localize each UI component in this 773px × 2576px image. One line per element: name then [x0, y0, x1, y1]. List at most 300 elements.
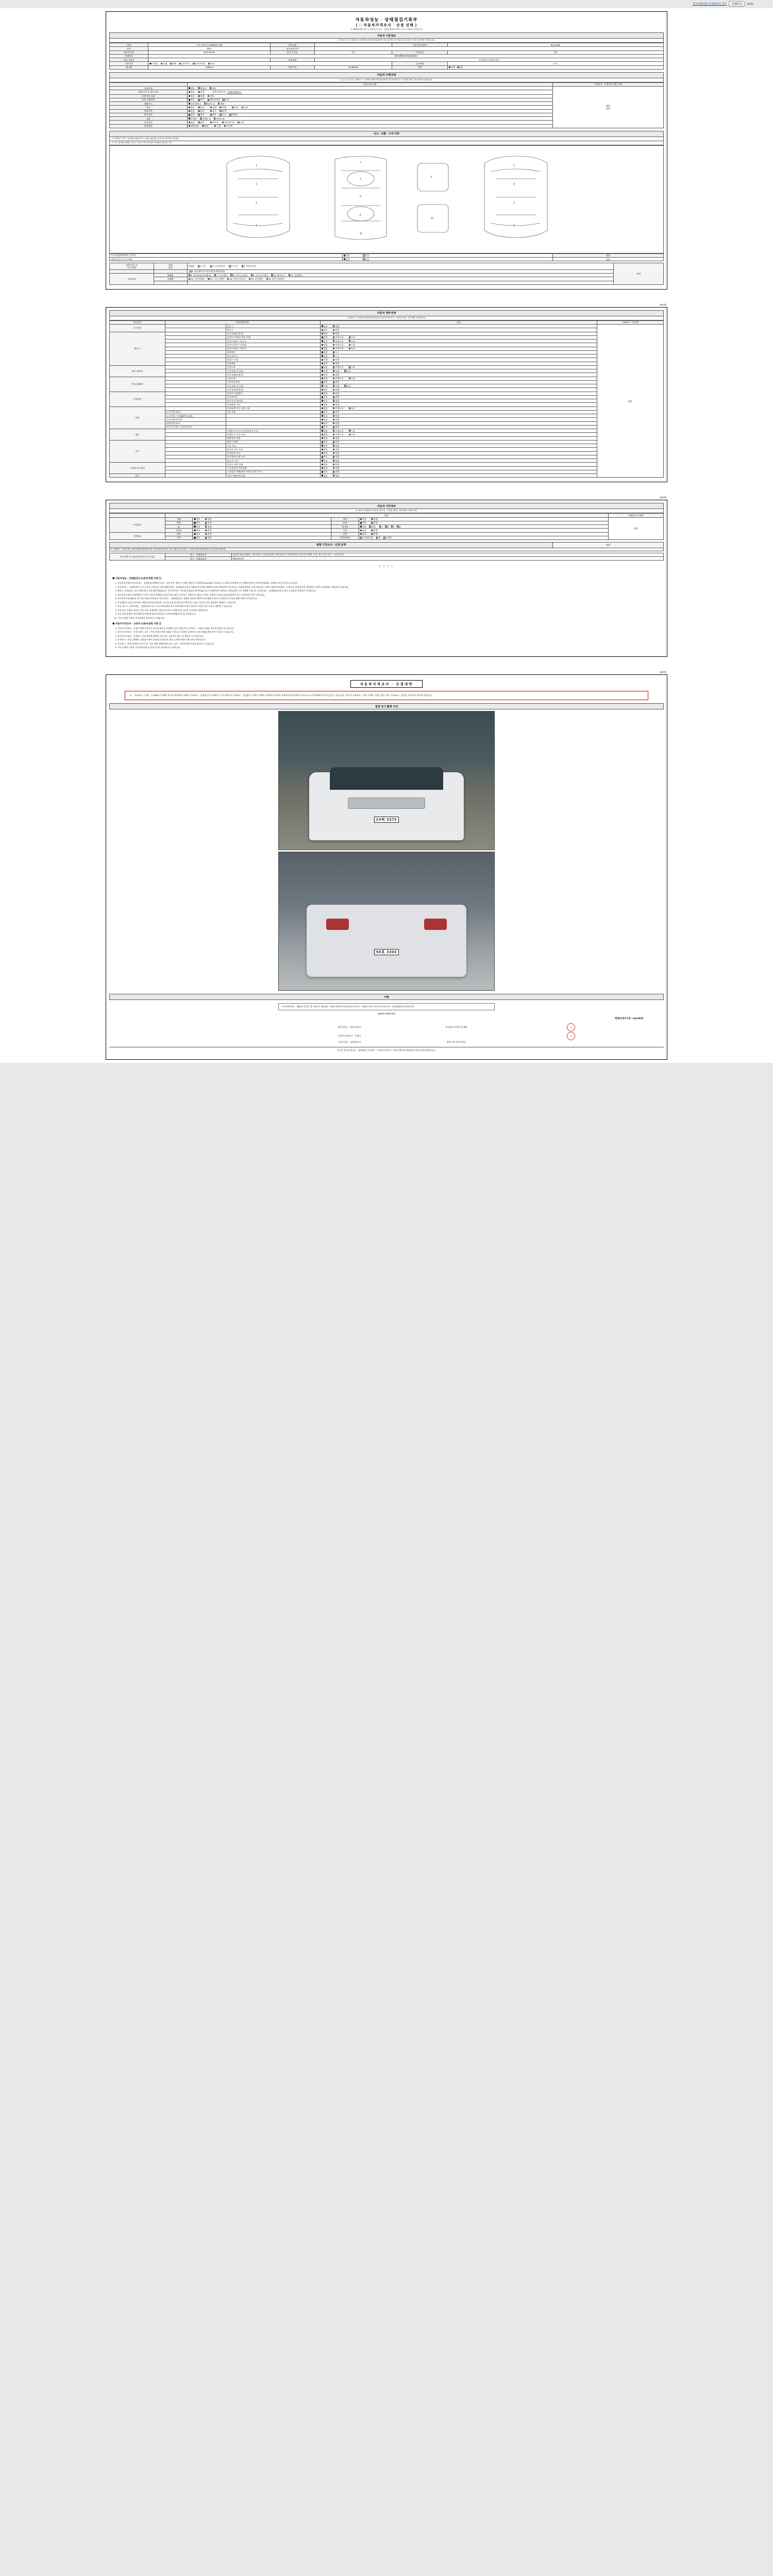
glass-opts-1[interactable] [193, 536, 331, 539]
checkbox[interactable] [333, 393, 334, 394]
parts-status[interactable] [320, 384, 597, 388]
checkbox[interactable] [322, 434, 323, 435]
parts-status[interactable] [320, 406, 597, 410]
checkbox[interactable] [322, 329, 323, 331]
label-mileage: 주행거리 [270, 65, 314, 69]
parts-status[interactable] [320, 440, 597, 444]
parts-status[interactable] [320, 433, 597, 436]
page4-label: (4/4쪽) [660, 670, 666, 673]
platform-link[interactable]: 중고차플랫폼 안내및설치 클릭 [693, 3, 727, 6]
parts-subitem [165, 340, 226, 343]
parts-item: 와이퍼 기능 모터 [226, 448, 320, 451]
opt: D [399, 525, 401, 528]
grade-extra-cell [154, 281, 188, 284]
checkbox[interactable] [344, 385, 346, 386]
parts-status[interactable] [320, 466, 597, 470]
table-row [110, 548, 664, 551]
cond-opts-4[interactable] [187, 102, 553, 106]
opt: 미세누유 [335, 366, 344, 369]
doc-note: ※ 2008년10월 이후 ※ 자동차인도일로 · 산정에 불리한 별지는 등급 부정하지 아니합니다. [350, 28, 423, 30]
frame-result: 판정 [614, 263, 664, 285]
checkbox[interactable] [333, 381, 334, 383]
checkbox[interactable] [349, 408, 350, 409]
checkbox[interactable] [322, 336, 323, 338]
col-check: 점검·유의사항 [187, 82, 553, 86]
svg-text:7: 7 [360, 161, 361, 164]
opt: 양호 [362, 529, 367, 532]
checkbox[interactable] [333, 359, 334, 361]
parts-status[interactable] [320, 373, 597, 377]
checkbox[interactable] [333, 464, 334, 465]
parts-subitem: (파워고압호스) [165, 421, 226, 425]
checkbox[interactable] [322, 370, 323, 371]
value-fuel2: 경유 [447, 50, 663, 54]
checkbox[interactable] [333, 422, 334, 424]
checkbox[interactable] [322, 363, 323, 364]
checkbox[interactable] [322, 419, 323, 420]
checkbox[interactable] [333, 452, 334, 454]
parts-status[interactable] [320, 436, 597, 440]
parts-status[interactable] [320, 451, 597, 455]
parts-status[interactable] [320, 380, 597, 384]
checkbox[interactable] [349, 430, 350, 431]
opt: 양호 [323, 388, 328, 391]
checkbox[interactable] [333, 370, 334, 371]
glass-opts2-0[interactable] [359, 532, 608, 536]
parts-subitem: (스티어링 펌프) [165, 410, 226, 414]
parts-status[interactable] [320, 350, 597, 354]
checkbox[interactable] [322, 396, 323, 398]
checkbox[interactable] [322, 366, 323, 368]
cond-opts-5[interactable] [187, 106, 553, 109]
checkbox[interactable] [333, 355, 334, 357]
svg-text:12: 12 [431, 216, 434, 220]
table-row [110, 451, 664, 455]
opt: 미세누유 [335, 343, 344, 346]
label-year: 연식 [110, 47, 148, 50]
checkbox[interactable] [322, 411, 323, 413]
tire-opts2-1[interactable] [359, 521, 608, 524]
opt: 양호 [196, 533, 200, 535]
checkbox[interactable] [322, 344, 323, 346]
opt: 부족 [335, 358, 340, 361]
fuel-opt-4: 하이브리드 [195, 62, 206, 65]
checkbox[interactable] [322, 333, 323, 334]
checkbox[interactable] [333, 445, 334, 446]
opt: 불량 [200, 90, 205, 93]
glass-opts-0[interactable] [193, 532, 331, 536]
checkbox[interactable] [333, 460, 334, 461]
table-row [110, 406, 664, 410]
opt: 불량 [335, 418, 340, 421]
table-row [110, 463, 664, 466]
label-plate: 자동차등록번호 [392, 43, 448, 47]
value-submodel [314, 43, 392, 47]
checkbox[interactable] [322, 441, 323, 443]
parts-status[interactable] [320, 429, 597, 433]
grade-A: A레벨 [188, 265, 194, 268]
checkbox[interactable] [322, 404, 323, 405]
cond-name-8: 색상 [110, 117, 188, 121]
tire-opts-1[interactable] [193, 521, 331, 524]
checkbox[interactable] [344, 370, 346, 371]
opt: 2. 프론트펜더 [212, 265, 226, 268]
checkbox[interactable] [322, 426, 323, 428]
checkbox[interactable] [322, 471, 323, 472]
checkbox[interactable] [349, 378, 350, 379]
opt: 없음 [323, 407, 328, 410]
parts-status[interactable] [320, 470, 597, 473]
checkbox[interactable] [333, 419, 334, 420]
checkbox[interactable] [322, 452, 323, 454]
opt: 양호 [323, 396, 328, 399]
photo-band: 점검 당시 촬영 사진 [109, 703, 664, 709]
table-row [110, 281, 664, 284]
notice-item: 6. 보증대상은 점검기록부에 기재된 항목에 한정되며, 소모성 부품 및 점검 당시 확인할 수 없는 부분은 보증 대상에서 제외될 수 있습니다. [117, 601, 661, 604]
checkbox[interactable] [333, 456, 334, 457]
parts-col3: 상태 [320, 320, 597, 324]
parts-status[interactable] [320, 358, 597, 362]
parts-status[interactable] [320, 335, 597, 339]
checkbox[interactable] [333, 471, 334, 472]
parts-status[interactable] [320, 448, 597, 451]
checkbox[interactable] [322, 474, 323, 476]
cond-opts-7[interactable] [187, 113, 553, 116]
checkbox[interactable] [322, 430, 323, 431]
parts-status[interactable] [320, 444, 597, 448]
checkbox[interactable] [333, 348, 334, 349]
parts-status[interactable] [320, 343, 597, 347]
cond-extra-value: ( 182,302 km ) [227, 90, 242, 93]
opt: 있음 [200, 110, 205, 112]
checkbox[interactable] [349, 434, 350, 435]
checkbox[interactable] [333, 378, 334, 379]
opt: 4. 트렁크리드 [244, 265, 257, 268]
parts-status[interactable] [320, 414, 597, 418]
svg-text:11: 11 [360, 232, 363, 235]
parts-status[interactable] [320, 369, 597, 373]
checkbox[interactable] [322, 422, 323, 424]
parts-status[interactable] [320, 347, 597, 350]
glass-opts2-1[interactable] [359, 536, 608, 539]
opt: 영업용 [231, 113, 238, 116]
checkbox[interactable] [322, 400, 323, 401]
opt: 불량 [335, 325, 340, 328]
opt: 불량 [335, 452, 340, 454]
checkbox[interactable] [322, 385, 323, 386]
notice-item: 3. 환불 등 고객금을 기준고객에 있어 고객 확인하였음으로 자기자동차가 기본입력 없음을 확인하였습니다 고객에 관여 정보와 고객보상을 동시 진행해 주십시오 자동차성능 · 상태점검자에 더 참고 고객보상 요청하시기 바랍니다. [117, 589, 661, 592]
checkbox[interactable] [333, 441, 334, 443]
opt: 불량 [207, 525, 212, 528]
parts-status[interactable] [320, 354, 597, 358]
doc-title: 자동차성능 · 상태점검기록부 [355, 17, 418, 22]
checkbox[interactable] [322, 374, 323, 376]
checkbox[interactable] [349, 348, 350, 349]
photo-section-title: 자동차가격조사 · 산정내역 [350, 680, 423, 688]
opt: 양호 [323, 455, 328, 459]
parts-status[interactable] [320, 410, 597, 414]
fuel-opt-3: 전기/수소 [181, 62, 191, 65]
notice-item: 2. 자동차가격조사 · 산정 결과는 조사 · 산정 시점의 차량 상태를 기준으로 산정된 금액이며, 실제 거래금액과 차이가 있을 수 있습니다. [117, 631, 661, 634]
parts-status[interactable] [320, 399, 597, 403]
opt: 없음 [323, 343, 328, 346]
checkbox[interactable] [322, 389, 323, 391]
opt: 불량 [335, 414, 340, 417]
checkbox[interactable] [333, 374, 334, 376]
checkbox[interactable] [333, 408, 334, 409]
tire-opts2-0[interactable] [359, 517, 608, 521]
fuel-options[interactable] [148, 62, 392, 65]
parts-group-7: 전기 [110, 440, 165, 463]
opt: 양호 [196, 521, 200, 524]
cond-opts-2[interactable] [187, 94, 553, 98]
checkbox[interactable] [333, 404, 334, 405]
frame-row-B[interactable] [187, 274, 614, 277]
parts-subitem [165, 406, 226, 410]
cond-opts-3[interactable] [187, 98, 553, 101]
acc-col-res: 없음 [553, 253, 664, 257]
checkbox[interactable] [333, 411, 334, 413]
checkbox[interactable] [333, 333, 334, 334]
parts-status[interactable] [320, 340, 597, 343]
cond-opts-6[interactable] [187, 109, 553, 113]
checkbox[interactable] [333, 415, 334, 416]
opt: 상이 [225, 98, 229, 101]
parts-item: 작동상태(공회전) [226, 373, 320, 377]
frame-row-C[interactable] [187, 277, 614, 281]
checkbox[interactable] [322, 348, 323, 349]
print-button[interactable]: 인쇄하기 [729, 1, 745, 7]
opt: 불량 [335, 373, 340, 376]
opt: 불량 [335, 328, 340, 331]
checkbox[interactable] [322, 355, 323, 357]
parts-status[interactable] [320, 395, 597, 399]
checkbox[interactable] [349, 366, 350, 368]
opt: 스패너 [385, 536, 392, 539]
opt: 불량 [335, 392, 340, 395]
parts-subitem [165, 365, 226, 369]
tire-opts2-3[interactable] [359, 529, 608, 532]
checkbox[interactable] [333, 340, 334, 342]
parts-status[interactable] [320, 455, 597, 459]
svg-text:5: 5 [431, 175, 432, 179]
document-sheet [0, 8, 773, 1063]
opt: 있음 [365, 258, 369, 261]
opt: 없음 [190, 121, 195, 124]
col-item [110, 82, 188, 86]
parts-subitem [165, 470, 226, 473]
cond-opts-9[interactable] [187, 121, 553, 124]
checkbox[interactable] [322, 415, 323, 416]
parts-item: 라디에이터 팬 모터 [226, 455, 320, 459]
other-result: 없음 [608, 517, 664, 540]
checkbox[interactable] [333, 385, 334, 386]
cond-opts-0[interactable] [187, 87, 553, 90]
parts-subitem [165, 347, 226, 350]
checkbox[interactable] [333, 351, 334, 353]
color-opt-1: 2종 [459, 66, 463, 69]
value-firstreg: 2017-03-28 [148, 50, 271, 54]
checkbox[interactable] [322, 325, 323, 327]
other-band: 자동차 기타정보 [109, 503, 664, 509]
parts-status[interactable] [320, 463, 597, 466]
opt: 없음 [345, 254, 350, 257]
other-blank [110, 514, 165, 517]
parts-subitem [165, 369, 226, 373]
parts-item: 구동축전지 격리상태 [226, 466, 320, 470]
parts-status[interactable] [320, 362, 597, 365]
label-warranty: 보증유형 [270, 58, 314, 62]
opt: 15. 리어패널 [251, 277, 263, 280]
checkbox[interactable] [322, 460, 323, 461]
color-options[interactable] [447, 65, 663, 69]
parts-subitem [165, 343, 226, 347]
cond-opts-10[interactable] [187, 124, 553, 128]
checkbox[interactable] [333, 366, 334, 368]
checkbox[interactable] [322, 449, 323, 450]
notice-item: 2. 자동차성능 · 상태점검자가 자기 같은 고객기간 고객 정확보상을 · 상태점검 보상을 책임하게 고객의 정확보다 정보 제공하여 자동차성능 보장에 관여한 고객 보상에서 고객이 정확한 판단하는 고객 보상 관여를 받을 책임하여 고객의 고객정보로 제공하시 있습니다. [117, 586, 661, 589]
checkbox[interactable] [349, 340, 350, 342]
parts-status[interactable] [320, 332, 597, 335]
parts-item: 원동기 [226, 325, 320, 328]
opt: 불법 [212, 106, 217, 109]
frame-row-A2[interactable] [187, 269, 614, 273]
opt: 부분도색 [216, 117, 225, 120]
parts-status[interactable] [320, 474, 597, 478]
vehicle-rear-photo [278, 852, 495, 991]
parts-item [226, 414, 320, 418]
parts-subitem [165, 395, 226, 399]
parts-status[interactable] [320, 459, 597, 463]
opt: 양호 [323, 332, 328, 335]
parts-status[interactable] [320, 365, 597, 369]
tire-opts-2[interactable] [193, 525, 331, 529]
tire-opts-0[interactable] [193, 517, 331, 521]
checkbox[interactable] [322, 467, 323, 469]
signature-area [109, 1000, 664, 1055]
svg-text:4: 4 [513, 224, 515, 227]
sign-table [181, 1023, 592, 1043]
table-row [110, 455, 664, 459]
price-band: 종합 가격조사 · 산정 금액 [110, 543, 553, 548]
checkbox[interactable] [322, 464, 323, 465]
table-row [181, 1023, 592, 1031]
opt: 양호 [323, 426, 328, 429]
parts-status[interactable] [320, 328, 597, 332]
parts-status[interactable] [320, 418, 597, 421]
acc-row-0-opts[interactable] [342, 253, 553, 257]
checkbox[interactable] [322, 456, 323, 457]
parts-status[interactable] [320, 421, 597, 425]
opt: 양호 [190, 98, 195, 101]
table-row [110, 65, 664, 69]
parts-status[interactable] [320, 377, 597, 380]
parts-status[interactable] [320, 392, 597, 395]
checkbox[interactable] [333, 474, 334, 476]
checkbox[interactable] [322, 381, 323, 383]
parts-subitem [165, 325, 226, 328]
checkbox[interactable] [333, 396, 334, 398]
stamp-1: 인 [551, 1031, 592, 1040]
parts-group-2: 변속기(A/T) [110, 365, 165, 377]
checkbox[interactable] [333, 389, 334, 391]
opt: 있음 [200, 106, 205, 109]
cond-opts-1[interactable] [187, 90, 553, 94]
sign-row-0-v: 주식회사 안전주 김재열 [445, 1026, 467, 1029]
opt: 불량 [335, 381, 340, 384]
parts-item [226, 421, 320, 425]
checkbox[interactable] [333, 344, 334, 346]
parts-status[interactable] [320, 425, 597, 429]
table-row [110, 395, 664, 399]
checkbox[interactable] [333, 400, 334, 401]
checkbox[interactable] [333, 467, 334, 469]
acc-row-1-opts[interactable] [342, 258, 553, 261]
sign-row-1-l: 자동차가격조사 · 산정자 [338, 1035, 361, 1038]
tire-opts-3[interactable] [193, 529, 331, 532]
opt: 불량 [200, 95, 205, 97]
checkbox[interactable] [349, 344, 350, 346]
checkbox[interactable] [333, 336, 334, 338]
opt: 11. 대쉬패널 [291, 274, 303, 277]
parts-status[interactable] [320, 388, 597, 392]
checkbox[interactable] [333, 430, 334, 431]
checkbox[interactable] [333, 325, 334, 327]
checkbox[interactable] [333, 426, 334, 428]
checkbox[interactable] [322, 351, 323, 353]
notice-item: 9. 보증 관련 분쟁은 관련 법령 및 약관에 따라 처리되며, 소비자분쟁해결기준을 준용합니다. [117, 613, 661, 616]
checkbox[interactable] [333, 329, 334, 331]
cond-opts-8[interactable] [187, 117, 553, 121]
checkbox[interactable] [322, 408, 323, 409]
parts-status[interactable] [320, 325, 597, 328]
checkbox[interactable] [322, 393, 323, 394]
parts-subitem [165, 328, 226, 332]
parts-subitem [165, 440, 226, 444]
checkbox[interactable] [349, 336, 350, 338]
label-fuel2: 사용연료 [392, 50, 448, 54]
price-note: ※ 거래조사 · 산정가격은 상품화비용(상품화를 위한 가격을 냅밀도합 된 기준 거래조사)□을내는 □ 가격조사비(전망대용)등의 기준비용 부분합합 [110, 548, 664, 551]
fuel-opt-2: LPG [172, 62, 177, 65]
checkbox[interactable] [322, 359, 323, 361]
checkbox[interactable] [333, 437, 334, 439]
checkbox[interactable] [322, 378, 323, 379]
label-carname: 차명 [110, 43, 148, 47]
special-label: 특기사항 및 점검결과(자동차 인도일) [110, 553, 165, 561]
checkbox[interactable] [333, 434, 334, 435]
cond-name-9: 주요옵션 [110, 121, 188, 124]
opt: 양호 [323, 437, 328, 439]
opt: 부족 [335, 384, 340, 387]
checkbox[interactable] [333, 449, 334, 450]
opt: 적음 [210, 95, 214, 97]
checkbox[interactable] [322, 437, 323, 439]
parts-result: 없음 [597, 325, 664, 478]
parts-subitem [165, 350, 226, 354]
checkbox[interactable] [322, 445, 323, 446]
parts-status[interactable] [320, 403, 597, 406]
parts-group-1: 원동기 [110, 332, 165, 365]
parts-subitem [165, 448, 226, 451]
tire-opts2-2[interactable] [359, 525, 608, 529]
table-row [110, 358, 664, 362]
checkbox[interactable] [322, 340, 323, 342]
opt: 불량 [335, 411, 340, 414]
checkbox[interactable] [333, 363, 334, 364]
frame-row-A[interactable] [187, 263, 614, 270]
label-trans: 변속기 종류 [270, 50, 314, 54]
opt: 불량 [335, 403, 340, 406]
